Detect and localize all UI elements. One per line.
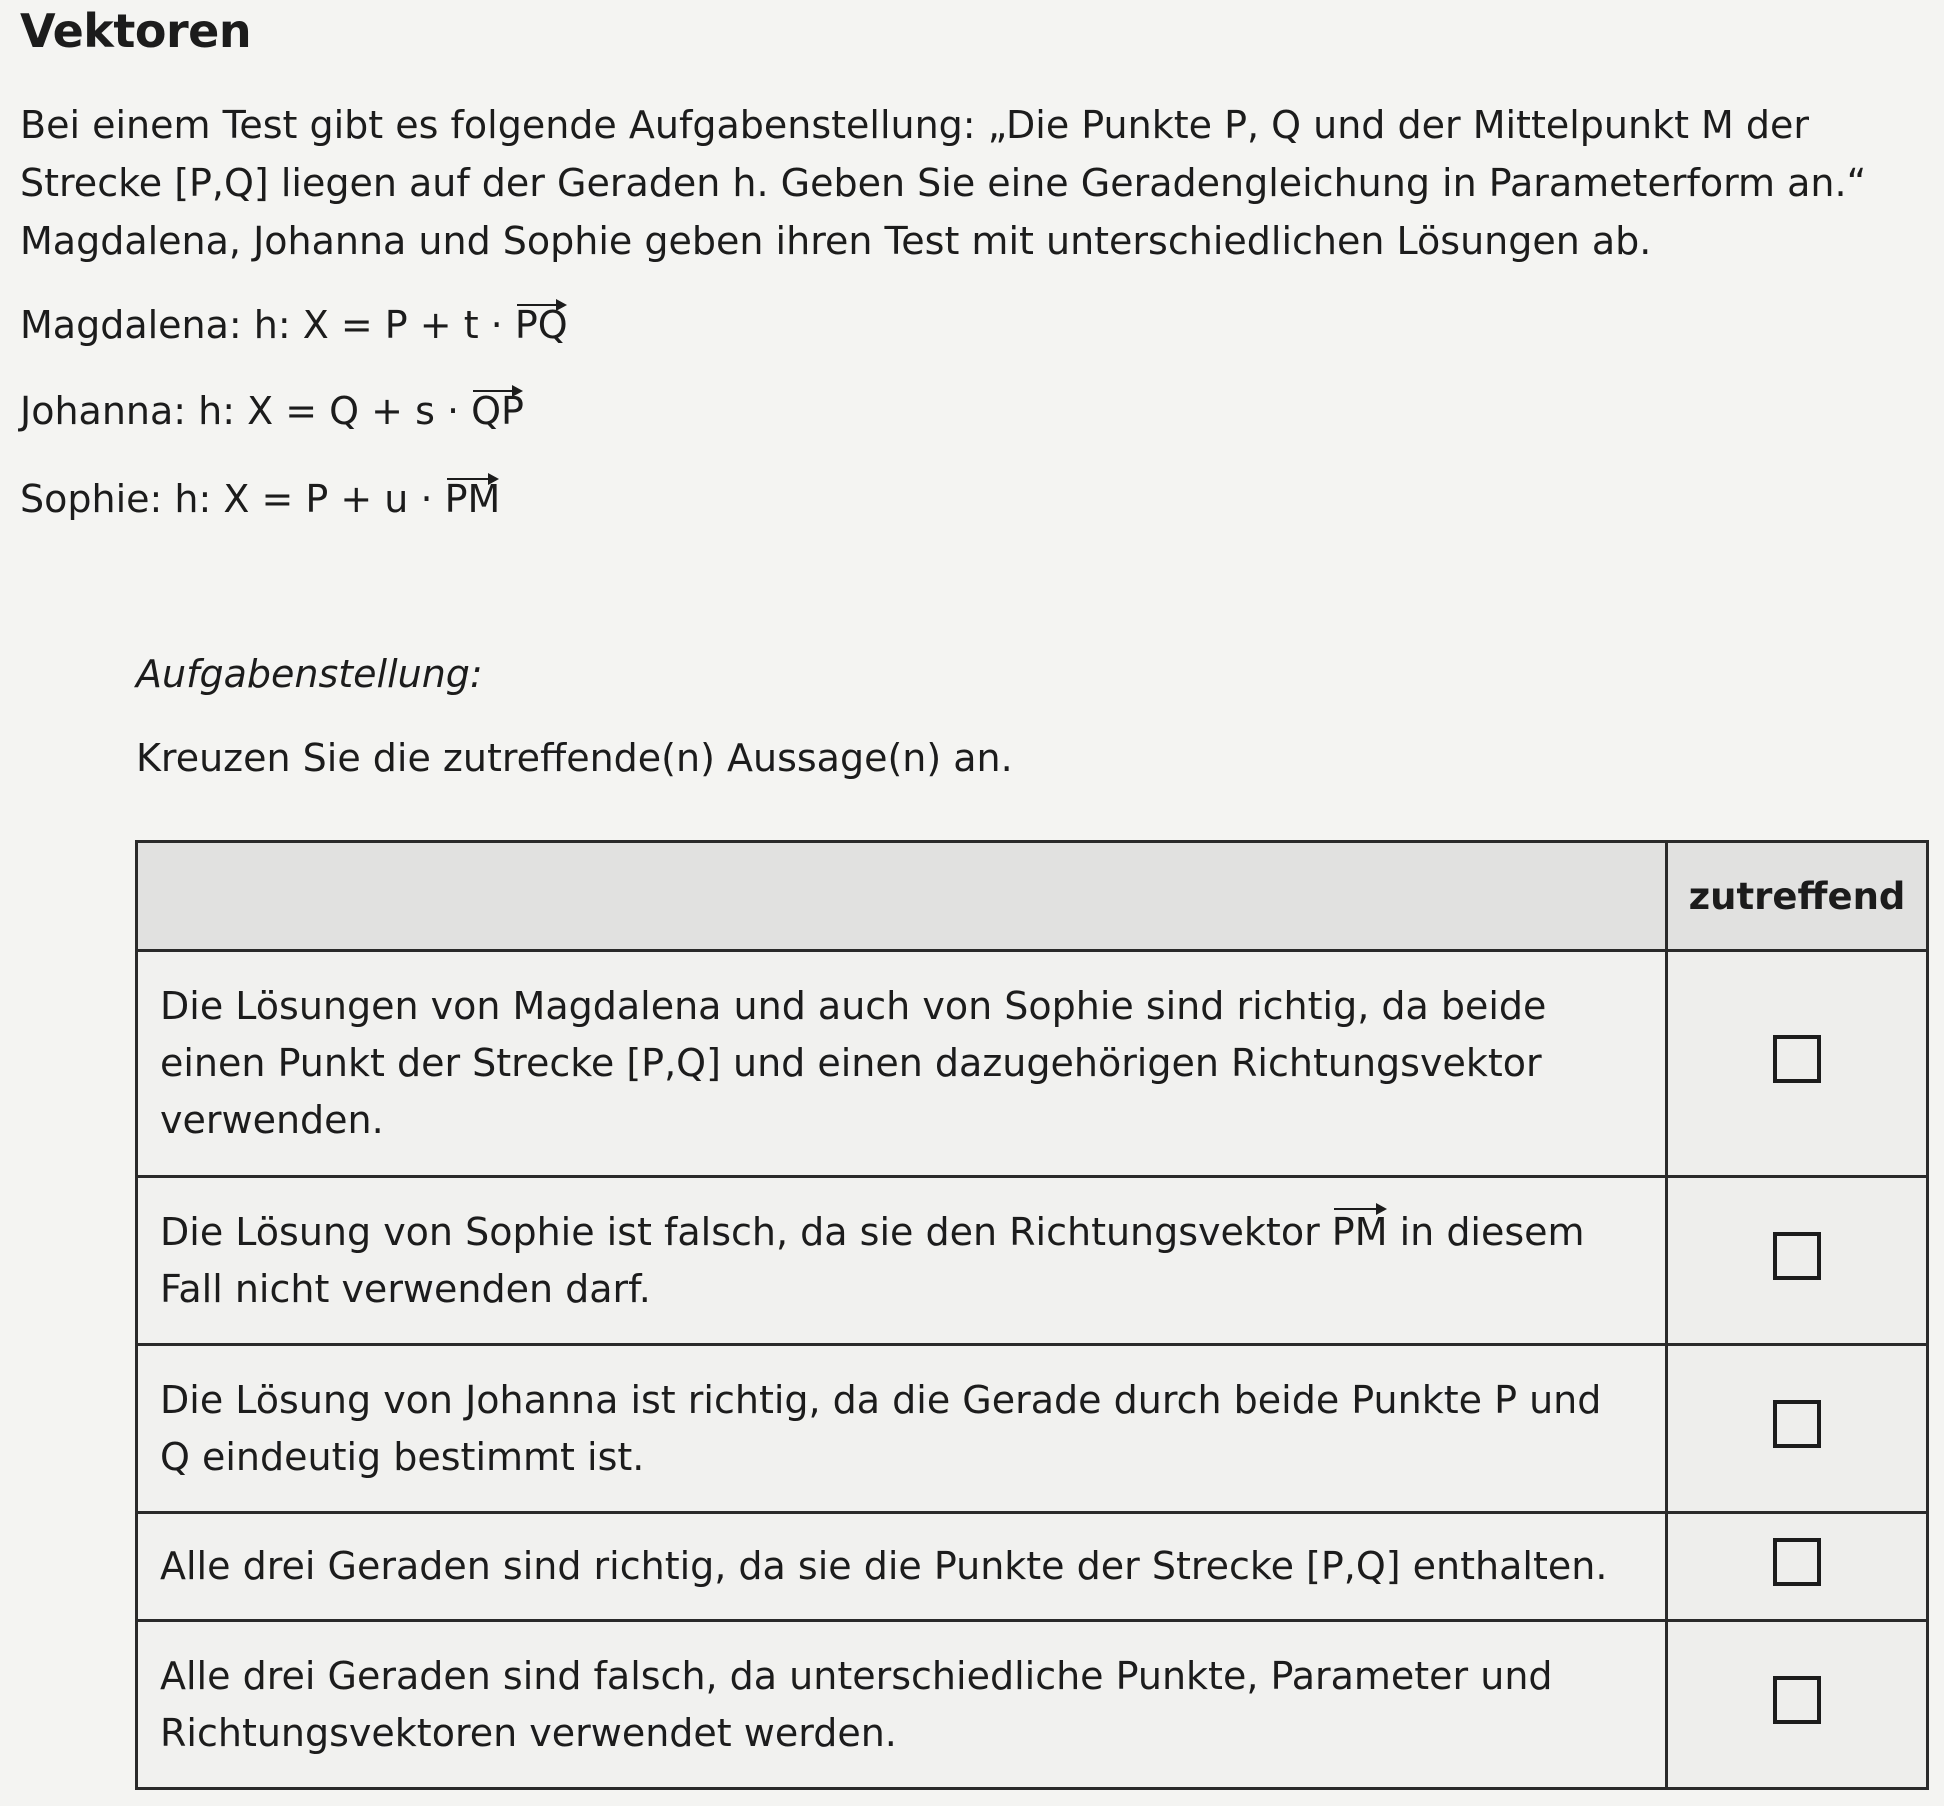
checkbox-statement-4[interactable] [1773, 1538, 1821, 1586]
task-label: Aufgabenstellung: [136, 652, 483, 696]
checkbox-statement-2[interactable] [1773, 1232, 1821, 1280]
checkbox-cell [1667, 1177, 1928, 1345]
intro-text [20, 96, 1920, 270]
statement-line: Richtungsvektoren verwendet werden. [160, 1710, 897, 1755]
checkbox-cell [1667, 1513, 1928, 1621]
page-title: Vektoren [20, 4, 252, 58]
vector-pq: PQ [515, 300, 568, 350]
statement-line: Die Lösungen von Magdalena und auch von Sophie sind richtig, da beide [160, 984, 1547, 1028]
statement-text [137, 1621, 1667, 1789]
checkbox-statement-5[interactable] [1773, 1676, 1821, 1724]
intro-line: Strecke [P,Q] liegen auf der Geraden h. Geben Sie eine Geradengleichung in Parameterform an.“ [20, 161, 1867, 205]
vector-qp: QP [471, 386, 524, 436]
statement-text [137, 1177, 1667, 1345]
table-header-row [137, 842, 1928, 951]
statement-text [137, 951, 1667, 1177]
statement-fragment: Die Lösung von Sophie ist falsch, da sie den Richtungsvektor [160, 1209, 1332, 1254]
vector-pm: PM [1332, 1204, 1388, 1261]
statement-table [135, 840, 1929, 1790]
statement-line: Q eindeutig bestimmt ist. [160, 1434, 645, 1479]
intro-line: Bei einem Test gibt es folgende Aufgabenstellung: „Die Punkte P, Q und der Mittelpunkt M der [20, 103, 1810, 147]
task-instruction: Kreuzen Sie die zutreffende(n) Aussage(n) an. [136, 736, 1013, 780]
solution-johanna [20, 386, 524, 436]
table-row [137, 951, 1928, 1177]
statement-line [160, 1204, 1643, 1261]
intro-line: Magdalena, Johanna und Sophie geben ihren Test mit unterschiedlichen Lösungen ab. [20, 219, 1652, 263]
statement-text [137, 1513, 1667, 1621]
header-empty-cell [137, 842, 1667, 951]
checkbox-cell [1667, 1621, 1928, 1789]
table-row [137, 1513, 1928, 1621]
statement-line: Die Lösung von Johanna ist richtig, da die Gerade durch beide Punkte P und [160, 1377, 1602, 1422]
solution-magdalena [20, 300, 568, 350]
statement-line: verwenden. [160, 1098, 384, 1142]
statement-line: Alle drei Geraden sind falsch, da unterschiedliche Punkte, Parameter und [160, 1653, 1553, 1698]
header-zutreffend: zutreffend [1667, 842, 1928, 951]
table-row [137, 1345, 1928, 1513]
checkbox-statement-1[interactable] [1773, 1035, 1821, 1083]
table-row [137, 1621, 1928, 1789]
solution-prefix: Magdalena: h: X = P + t · [20, 303, 515, 347]
statement-fragment: in diesem [1399, 1209, 1585, 1254]
solution-sophie [20, 474, 500, 524]
table-row [137, 1177, 1928, 1345]
checkbox-statement-3[interactable] [1773, 1400, 1821, 1448]
statement-line: Fall nicht verwenden darf. [160, 1266, 651, 1311]
checkbox-cell [1667, 1345, 1928, 1513]
solution-prefix: Johanna: h: X = Q + s · [20, 389, 472, 433]
vector-pm: PM [445, 474, 501, 524]
solution-prefix: Sophie: h: X = P + u · [20, 477, 445, 521]
checkbox-cell [1667, 951, 1928, 1177]
statement-text [137, 1345, 1667, 1513]
statement-line: einen Punkt der Strecke [P,Q] und einen dazugehörigen Richtungsvektor [160, 1041, 1542, 1085]
statement-line: Alle drei Geraden sind richtig, da sie die Punkte der Strecke [P,Q] enthalten. [160, 1544, 1608, 1588]
